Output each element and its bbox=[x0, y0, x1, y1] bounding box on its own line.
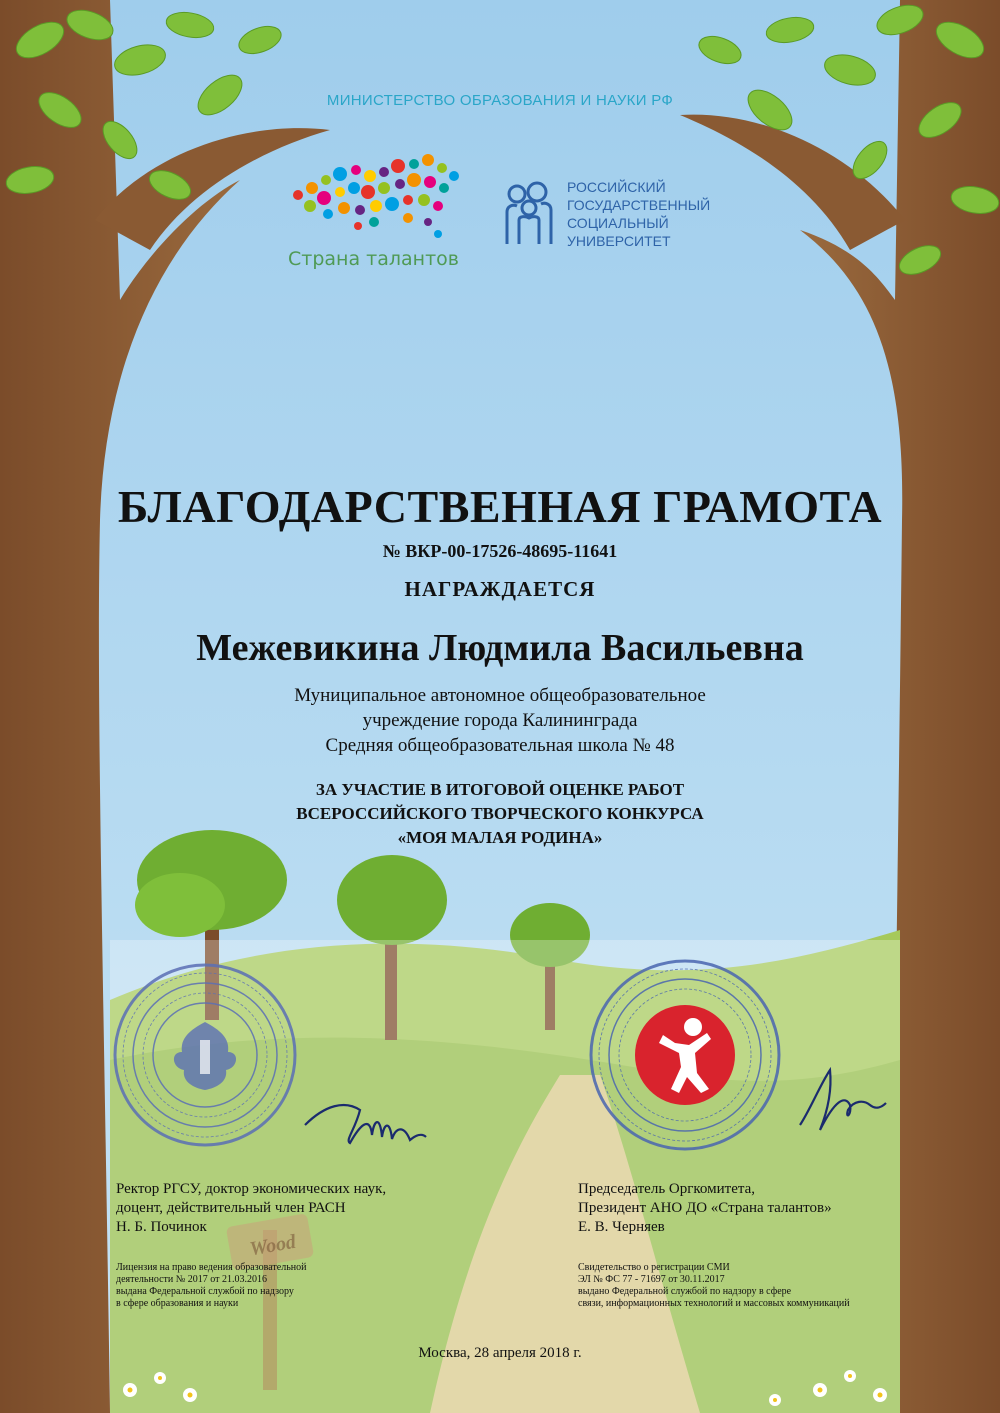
strana-talantov-caption: Страна талантов bbox=[288, 248, 459, 270]
chairman-line: Президент АНО ДО «Страна талантов» bbox=[578, 1200, 832, 1216]
reason-line: ЗА УЧАСТИЕ В ИТОГОВОЙ ОЦЕНКЕ РАБОТ bbox=[315, 780, 685, 799]
strana-talantov-seal bbox=[585, 955, 785, 1155]
rgsu-logo-icon bbox=[503, 180, 555, 246]
ministry-heading: МИНИСТЕРСТВО ОБРАЗОВАНИЯ И НАУКИ РФ bbox=[326, 92, 674, 109]
awarded-label: НАГРАЖДАЕТСЯ bbox=[404, 577, 596, 601]
strana-talantov-logo bbox=[288, 150, 468, 245]
rector-line: доцент, действительный член РАСН bbox=[116, 1200, 346, 1216]
certificate-number: № ВКР-00-17526-48695-11641 bbox=[382, 541, 618, 561]
registration-line: выдано Федеральной службой по надзору в сфере bbox=[578, 1286, 792, 1297]
license-info bbox=[116, 1262, 306, 1310]
organization-line: учреждение города Калининграда bbox=[362, 710, 638, 731]
rgsu-name-line: СОЦИАЛЬНЫЙ bbox=[567, 215, 669, 231]
rgsu-name bbox=[567, 178, 710, 250]
license-line: Лицензия на право ведения образовательной bbox=[116, 1262, 307, 1273]
chairman-line: Председатель Оргкомитета, bbox=[578, 1181, 756, 1197]
wood-sign-text: Wood bbox=[248, 1230, 298, 1261]
organization-line: Средняя общеобразовательная школа № 48 bbox=[325, 735, 675, 756]
chairman-line: Е. В. Черняев bbox=[578, 1219, 665, 1235]
reason-line: ВСЕРОССИЙСКОГО ТВОРЧЕСКОГО КОНКУРСА bbox=[296, 804, 704, 823]
chairman-signature-icon bbox=[790, 1055, 890, 1145]
issue-date: Москва, 28 апреля 2018 г. bbox=[418, 1345, 582, 1361]
registration-line: ЭЛ № ФС 77 - 71697 от 30.11.2017 bbox=[578, 1274, 725, 1285]
registration-line: связи, информационных технологий и массовых коммуникаций bbox=[578, 1298, 850, 1309]
media-registration-info bbox=[578, 1262, 850, 1310]
rgsu-seal bbox=[110, 960, 300, 1150]
license-line: выдана Федеральной службой по надзору bbox=[116, 1286, 294, 1297]
reason-line: «МОЯ МАЛАЯ РОДИНА» bbox=[397, 828, 603, 847]
license-line: деятельности № 2017 от 21.03.2016 bbox=[116, 1274, 268, 1285]
recipient-name: Межевикина Людмила Васильевна bbox=[196, 627, 804, 669]
recipient-organization bbox=[0, 683, 1000, 758]
registration-line: Свидетельство о регистрации СМИ bbox=[578, 1262, 730, 1273]
award-reason bbox=[0, 778, 1000, 850]
rgsu-name-line: ГОСУДАРСТВЕННЫЙ bbox=[567, 197, 711, 213]
certificate-title: БЛАГОДАРСТВЕННАЯ ГРАМОТА bbox=[117, 481, 883, 532]
rgsu-name-line: РОССИЙСКИЙ bbox=[567, 179, 666, 195]
rector-line: Н. Б. Починок bbox=[116, 1219, 207, 1235]
organization-line: Муниципальное автономное общеобразовательное bbox=[294, 685, 706, 706]
rector-signature-icon bbox=[300, 1085, 430, 1155]
rgsu-name-line: УНИВЕРСИТЕТ bbox=[567, 233, 671, 249]
license-line: в сфере образования и науки bbox=[116, 1298, 239, 1309]
chairman-signature-block bbox=[578, 1180, 832, 1237]
rector-line: Ректор РГСУ, доктор экономических наук, bbox=[116, 1181, 387, 1197]
